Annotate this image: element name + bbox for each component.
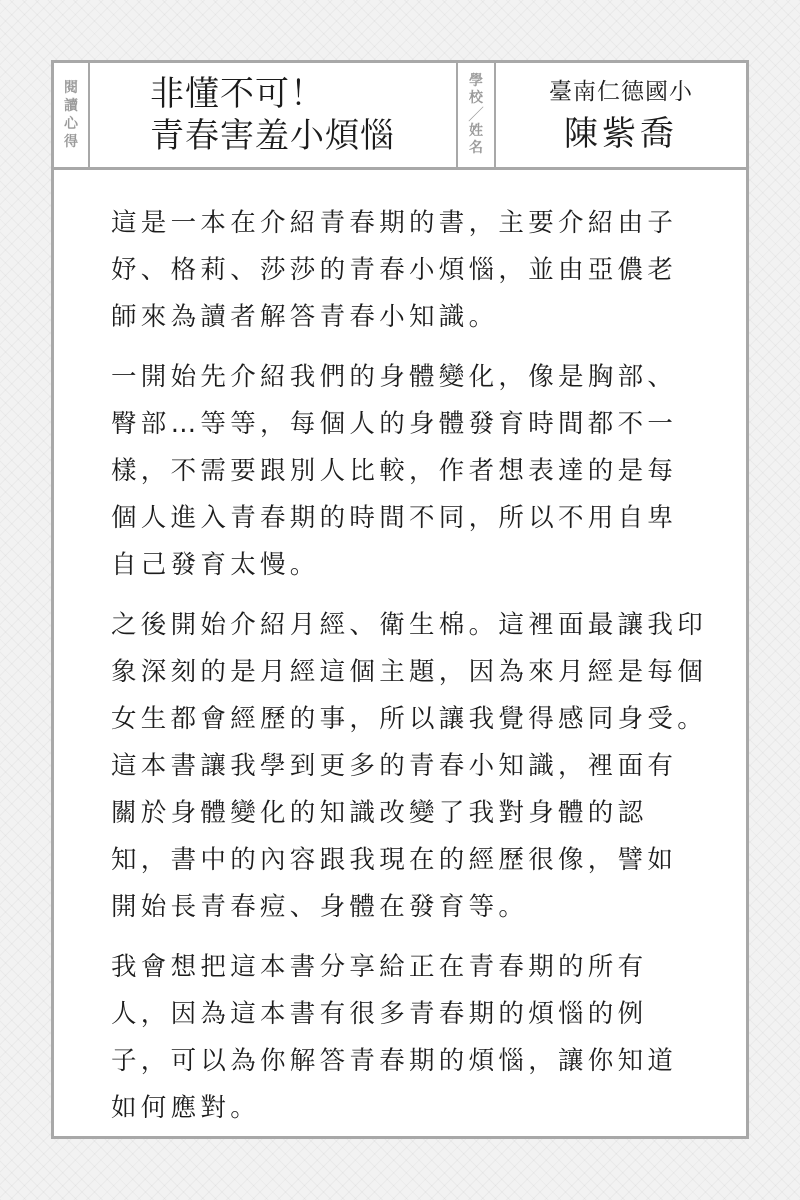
paragraph: [111, 354, 701, 589]
label-char: 閱: [64, 80, 78, 96]
text-line: 妤、格莉、莎莎的青春小煩惱，並由亞儂老: [111, 255, 678, 285]
label-char: 得: [64, 134, 78, 150]
label-char: 校: [469, 90, 483, 106]
text-line: 開始長青春痘、身體在發育等。: [111, 892, 529, 922]
text-line: 這是一本在介紹青春期的書，主要介紹由子: [111, 208, 678, 238]
school-name: 臺南仁德國小: [549, 79, 693, 105]
text-line: 樣，不需要跟別人比較，作者想表達的是每: [111, 456, 678, 486]
text-line: 關於身體變化的知識改變了我對身體的認: [111, 798, 648, 828]
label-char: 讀: [64, 98, 78, 114]
text-line: 女生都會經歷的事，所以讓我覺得感同身受。: [111, 704, 708, 734]
book-title-line: 非懂不可！: [150, 74, 325, 114]
text-line: 師來為讀者解答青春小知識。: [111, 302, 499, 332]
text-line: 人，因為這本書有很多青春期的煩惱的例: [111, 999, 648, 1029]
text-line: 一開始先介紹我們的身體變化，像是胸部、: [111, 362, 678, 392]
text-line: 子，可以為你解答青春期的煩惱，讓你知道: [111, 1046, 678, 1076]
label-char: 名: [469, 140, 483, 156]
label-slash: ／: [467, 105, 484, 124]
text-line: 個人進入青春期的時間不同，所以不用自卑: [111, 503, 678, 533]
text-line: 象深刻的是月經這個主題，因為來月經是每個: [111, 657, 708, 687]
label-char: 姓: [469, 123, 483, 139]
text-line: 之後開始介紹月經、衛生棉。這裡面最讓我印: [111, 610, 708, 640]
paragraph: [111, 944, 701, 1132]
student-name: 陳紫喬: [564, 114, 678, 154]
reading-report-card: [51, 60, 749, 1139]
text-line: 知，書中的內容跟我現在的經歷很像，譬如: [111, 845, 678, 875]
book-title-line: 青春害羞小煩惱: [150, 116, 395, 156]
report-header: [54, 63, 746, 170]
text-line: 臀部…等等，每個人的身體發育時間都不一: [111, 409, 678, 439]
paragraph: [111, 200, 701, 341]
label-char: 學: [469, 73, 483, 89]
reading-report-label: [54, 63, 88, 167]
header-divider: [88, 63, 90, 167]
text-line: 如何應對。: [111, 1093, 261, 1123]
text-line: 自己發育太慢。: [111, 550, 320, 580]
school-name-label: [458, 63, 494, 167]
paragraph: [111, 602, 708, 931]
text-line: 這本書讓我學到更多的青春小知識，裡面有: [111, 751, 678, 781]
report-body: [111, 200, 708, 1145]
text-line: 我會想把這本書分享給正在青春期的所有: [111, 952, 648, 982]
book-title: [150, 73, 450, 157]
label-char: 心: [64, 116, 78, 132]
